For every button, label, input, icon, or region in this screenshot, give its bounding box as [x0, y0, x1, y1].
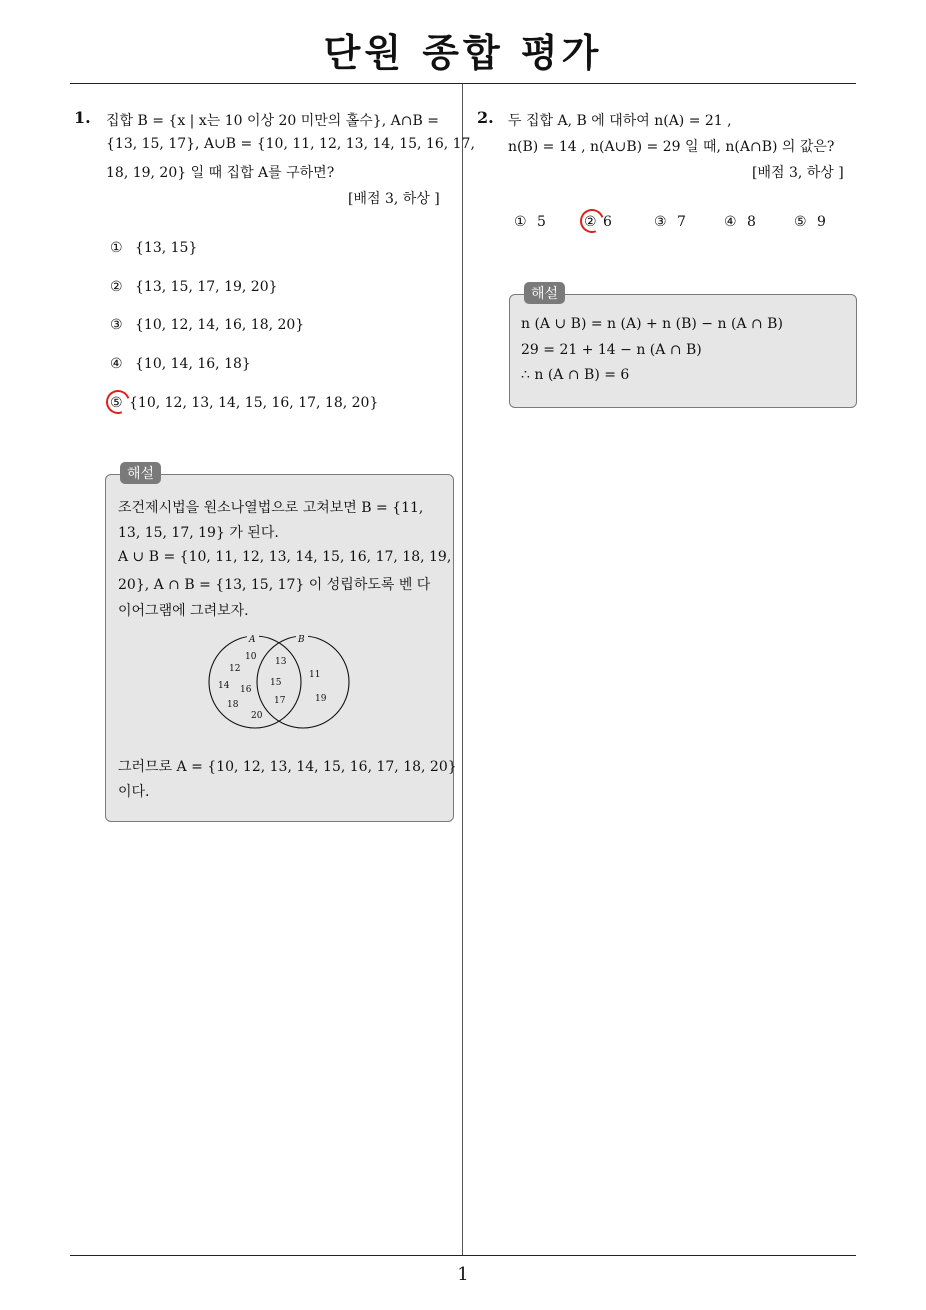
- venn-element: 12: [229, 664, 241, 674]
- question-2-line-2: n(B) = 14 , n(A∪B) = 29 일 때, n(A∩B) 의 값은?: [508, 139, 835, 155]
- q2-solution-line-1: n (A ∪ B) = n (A) + n (B) − n (A ∩ B): [521, 316, 783, 332]
- page-number: 1: [457, 1264, 469, 1285]
- q1-solution-line-5: 이어그램에 그려보자.: [118, 603, 249, 619]
- q2-choice-4-number: ④: [724, 214, 737, 230]
- q1-solution-line-1: 조건제시법을 원소나열법으로 고쳐보면 B = {11,: [118, 500, 424, 516]
- venn-element: 17: [274, 696, 286, 706]
- q2-choice-2-text: 6: [603, 214, 612, 230]
- q2-answer-mark: [576, 205, 608, 237]
- q1-choice-5-number: ⑤: [110, 395, 123, 411]
- q1-choice-1-text: {13, 15}: [135, 240, 198, 256]
- q2-solution-line-3: ∴ n (A ∩ B) = 6: [521, 367, 630, 383]
- venn-diagram: [205, 630, 355, 730]
- q1-choice-2-text: {13, 15, 17, 19, 20}: [135, 279, 278, 295]
- q2-choice-3[interactable]: [654, 214, 686, 230]
- q1-choice-1[interactable]: [110, 240, 197, 256]
- q1-solution-line-2: 13, 15, 17, 19} 가 된다.: [118, 525, 279, 541]
- venn-label-b: B: [298, 635, 305, 645]
- page-title: 단원 종합 평가: [323, 31, 603, 75]
- question-1-number: 1.: [74, 108, 91, 127]
- q2-choice-1-number: ①: [514, 214, 527, 230]
- q1-choice-5[interactable]: [110, 395, 378, 411]
- venn-element: 20: [251, 711, 263, 721]
- q1-choice-5-text: {10, 12, 13, 14, 15, 16, 17, 18, 20}: [129, 395, 379, 411]
- venn-element: 11: [309, 670, 321, 680]
- q2-solution-tag: 해설: [524, 282, 565, 304]
- q1-answer-mark: [102, 386, 134, 418]
- venn-element: 19: [315, 694, 327, 704]
- question-1-line-3: 18, 19, 20} 일 때 집합 A를 구하면?: [106, 165, 335, 181]
- venn-element: 14: [218, 681, 230, 691]
- q1-solution-line-4: 20}, A ∩ B = {13, 15, 17} 이 성립하도록 벤 다: [118, 577, 431, 593]
- q1-choice-2-number: ②: [110, 279, 123, 295]
- venn-element: 18: [227, 700, 239, 710]
- question-2-line-1: 두 집합 A, B 에 대하여 n(A) = 21 ,: [508, 113, 732, 129]
- q2-choice-4-text: 8: [747, 214, 756, 230]
- q1-choice-1-number: ①: [110, 240, 123, 256]
- venn-element: 16: [240, 685, 252, 695]
- q2-solution-line-2: 29 = 21 + 14 − n (A ∩ B): [521, 342, 702, 358]
- venn-element: 15: [270, 678, 282, 688]
- question-2-score: [배점 3, 하상 ]: [752, 165, 844, 181]
- q2-choice-1[interactable]: [514, 214, 546, 230]
- q1-choice-3-number: ③: [110, 317, 123, 333]
- venn-label-a: A: [249, 635, 256, 645]
- q2-choice-5-number: ⑤: [794, 214, 807, 230]
- q2-choice-2-number: ②: [584, 214, 597, 230]
- q1-choice-4-text: {10, 14, 16, 18}: [135, 356, 251, 372]
- q2-choice-4[interactable]: [724, 214, 756, 230]
- venn-element: 10: [245, 652, 257, 662]
- q2-choice-3-text: 7: [677, 214, 686, 230]
- question-1-line-1: 집합 B = {x | x는 10 이상 20 미만의 홀수}, A∩B =: [106, 113, 439, 129]
- column-divider: [462, 84, 463, 1256]
- q1-solution-conclusion-1: 그러므로 A = {10, 12, 13, 14, 15, 16, 17, 18, 20}: [118, 759, 457, 775]
- question-1-line-2: {13, 15, 17}, A∪B = {10, 11, 12, 13, 14, 15, 16, 17,: [106, 136, 475, 152]
- q1-choice-2[interactable]: [110, 279, 278, 295]
- header-rule: [70, 83, 856, 84]
- q1-choice-3[interactable]: [110, 317, 304, 333]
- footer-rule: [70, 1255, 856, 1256]
- q1-solution-conclusion-2: 이다.: [118, 784, 150, 800]
- q1-solution-tag: 해설: [120, 462, 161, 484]
- q1-choice-4[interactable]: [110, 356, 251, 372]
- q2-choice-3-number: ③: [654, 214, 667, 230]
- q2-choice-5[interactable]: [794, 214, 826, 230]
- question-2-number: 2.: [477, 108, 494, 127]
- venn-element: 13: [275, 657, 287, 667]
- q1-choice-4-number: ④: [110, 356, 123, 372]
- q2-choice-1-text: 5: [537, 214, 546, 230]
- q1-solution-line-3: A ∪ B = {10, 11, 12, 13, 14, 15, 16, 17, 18, 19,: [118, 549, 452, 565]
- q2-choice-5-text: 9: [817, 214, 826, 230]
- question-1-score: [배점 3, 하상 ]: [348, 191, 440, 207]
- q1-choice-3-text: {10, 12, 14, 16, 18, 20}: [135, 317, 305, 333]
